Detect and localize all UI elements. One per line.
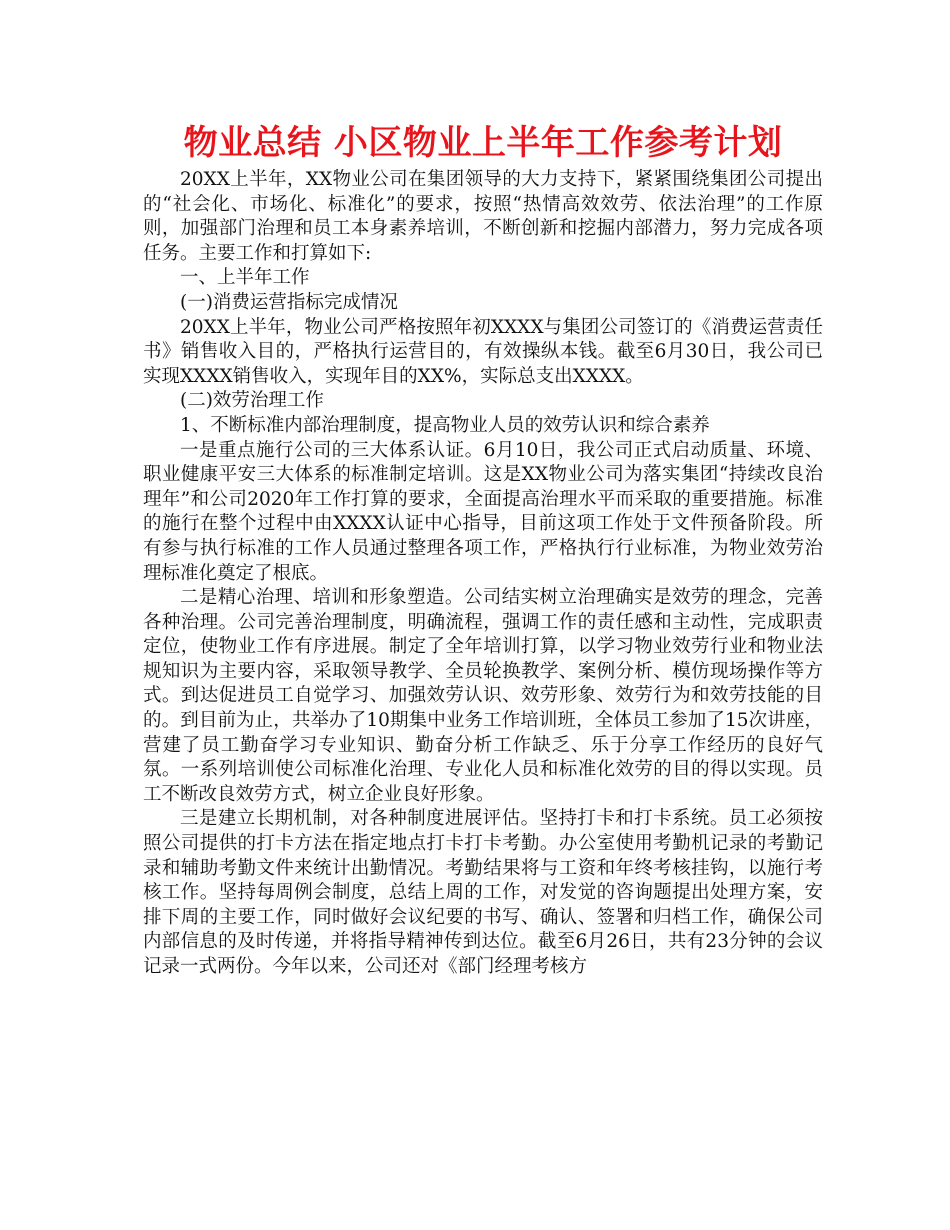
paragraph-point-three: 三是建立长期机制，对各种制度进展评估。坚持打卡和打卡系统。员工必须按照公司提供的打卡方法在指定地点打卡打卡考勤。办公室使用考勤机记录的考勤记录和辅助考勤文件来统计出勤情况。考勤结果将与工资和年终考核挂钩，以施行考核工作。坚持每周例会制度，总结上周的工作，对发觉的咨询题提出处理方案，安排下周的主要工作，同时做好会议纪要的书写、确认、签署和归档工作，确保公司内部信息的及时传递，并将指导精神传到达位。截至6月26日，共有23分钟的会议记录一式两份。今年以来，公司还对《部门经理考核方 (143, 808, 823, 977)
document-body (143, 168, 823, 980)
document-page (143, 118, 823, 980)
subheading-service-management: (二)效劳治理工作 (180, 390, 324, 412)
item-internal-system: 1、不断标准内部治理制度，提高物业人员的效劳认识和综合素养 (180, 414, 710, 436)
heading-first-half-work: 一、上半年工作 (180, 267, 310, 289)
paragraph-point-one: 一是重点施行公司的三大体系认证。6月10日，我公司正式启动质量、环境、职业健康平安三大体系的标准制定培训。这是XX物业公司为落实集团“持续改良治理年”和公司2020年工作打算的要求，全面提高治理水平而采取的重要措施。标准的施行在整个过程中由XXXX认证中心指导，目前这项工作处于文件预备阶段。所有参与执行标准的工作人员通过整理各项工作，严格执行行业标准，为物业效劳治理标准化奠定了根底。 (143, 439, 823, 584)
paragraph-intro: 20XX上半年，XX物业公司在集团领导的大力支持下，紧紧围绕集团公司提出的“社会化、市场化、标准化”的要求，按照“热情高效效劳、依法治理”的工作原则，加强部门治理和员工本身素养培训，不断创新和挖掘内部潜力，努力完成各项任务。主要工作和打算如下: (143, 169, 823, 264)
paragraph-point-two: 二是精心治理、培训和形象塑造。公司结实树立治理确实是效劳的理念，完善各种治理。公司完善治理制度，明确流程，强调工作的责任感和主动性，完成职责定位，使物业工作有序进展。制定了全年培训打算，以学习物业效劳行业和物业法规知识为主要内容，采取领导教学、全员轮换教学、案例分析、模仿现场操作等方式。到达促进员工自觉学习、加强效劳认识、效劳形象、效劳行为和效劳技能的目的。到目前为止，共举办了10期集中业务工作培训班，全体员工参加了15次讲座，营建了员工勤奋学习专业知识、勤奋分析工作缺乏、乐于分享工作经历的良好气氛。一系列培训使公司标准化治理、专业化人员和标准化效劳的目的得以实现。员工不断改良效劳方式，树立企业良好形象。 (143, 587, 823, 805)
document-title: 物业总结 小区物业上半年工作参考计划 (183, 123, 783, 163)
subheading-indicators: (一)消费运营指标完成情况 (180, 291, 398, 313)
paragraph-indicators: 20XX上半年，物业公司严格按照年初XXXX与集团公司签订的《消费运营责任书》销售收入目的，严格执行运营目的，有效操纵本钱。截至6月30日，我公司已实现XXXX销售收入，实现年目的XX%，实际总支出XXXX。 (143, 316, 823, 387)
